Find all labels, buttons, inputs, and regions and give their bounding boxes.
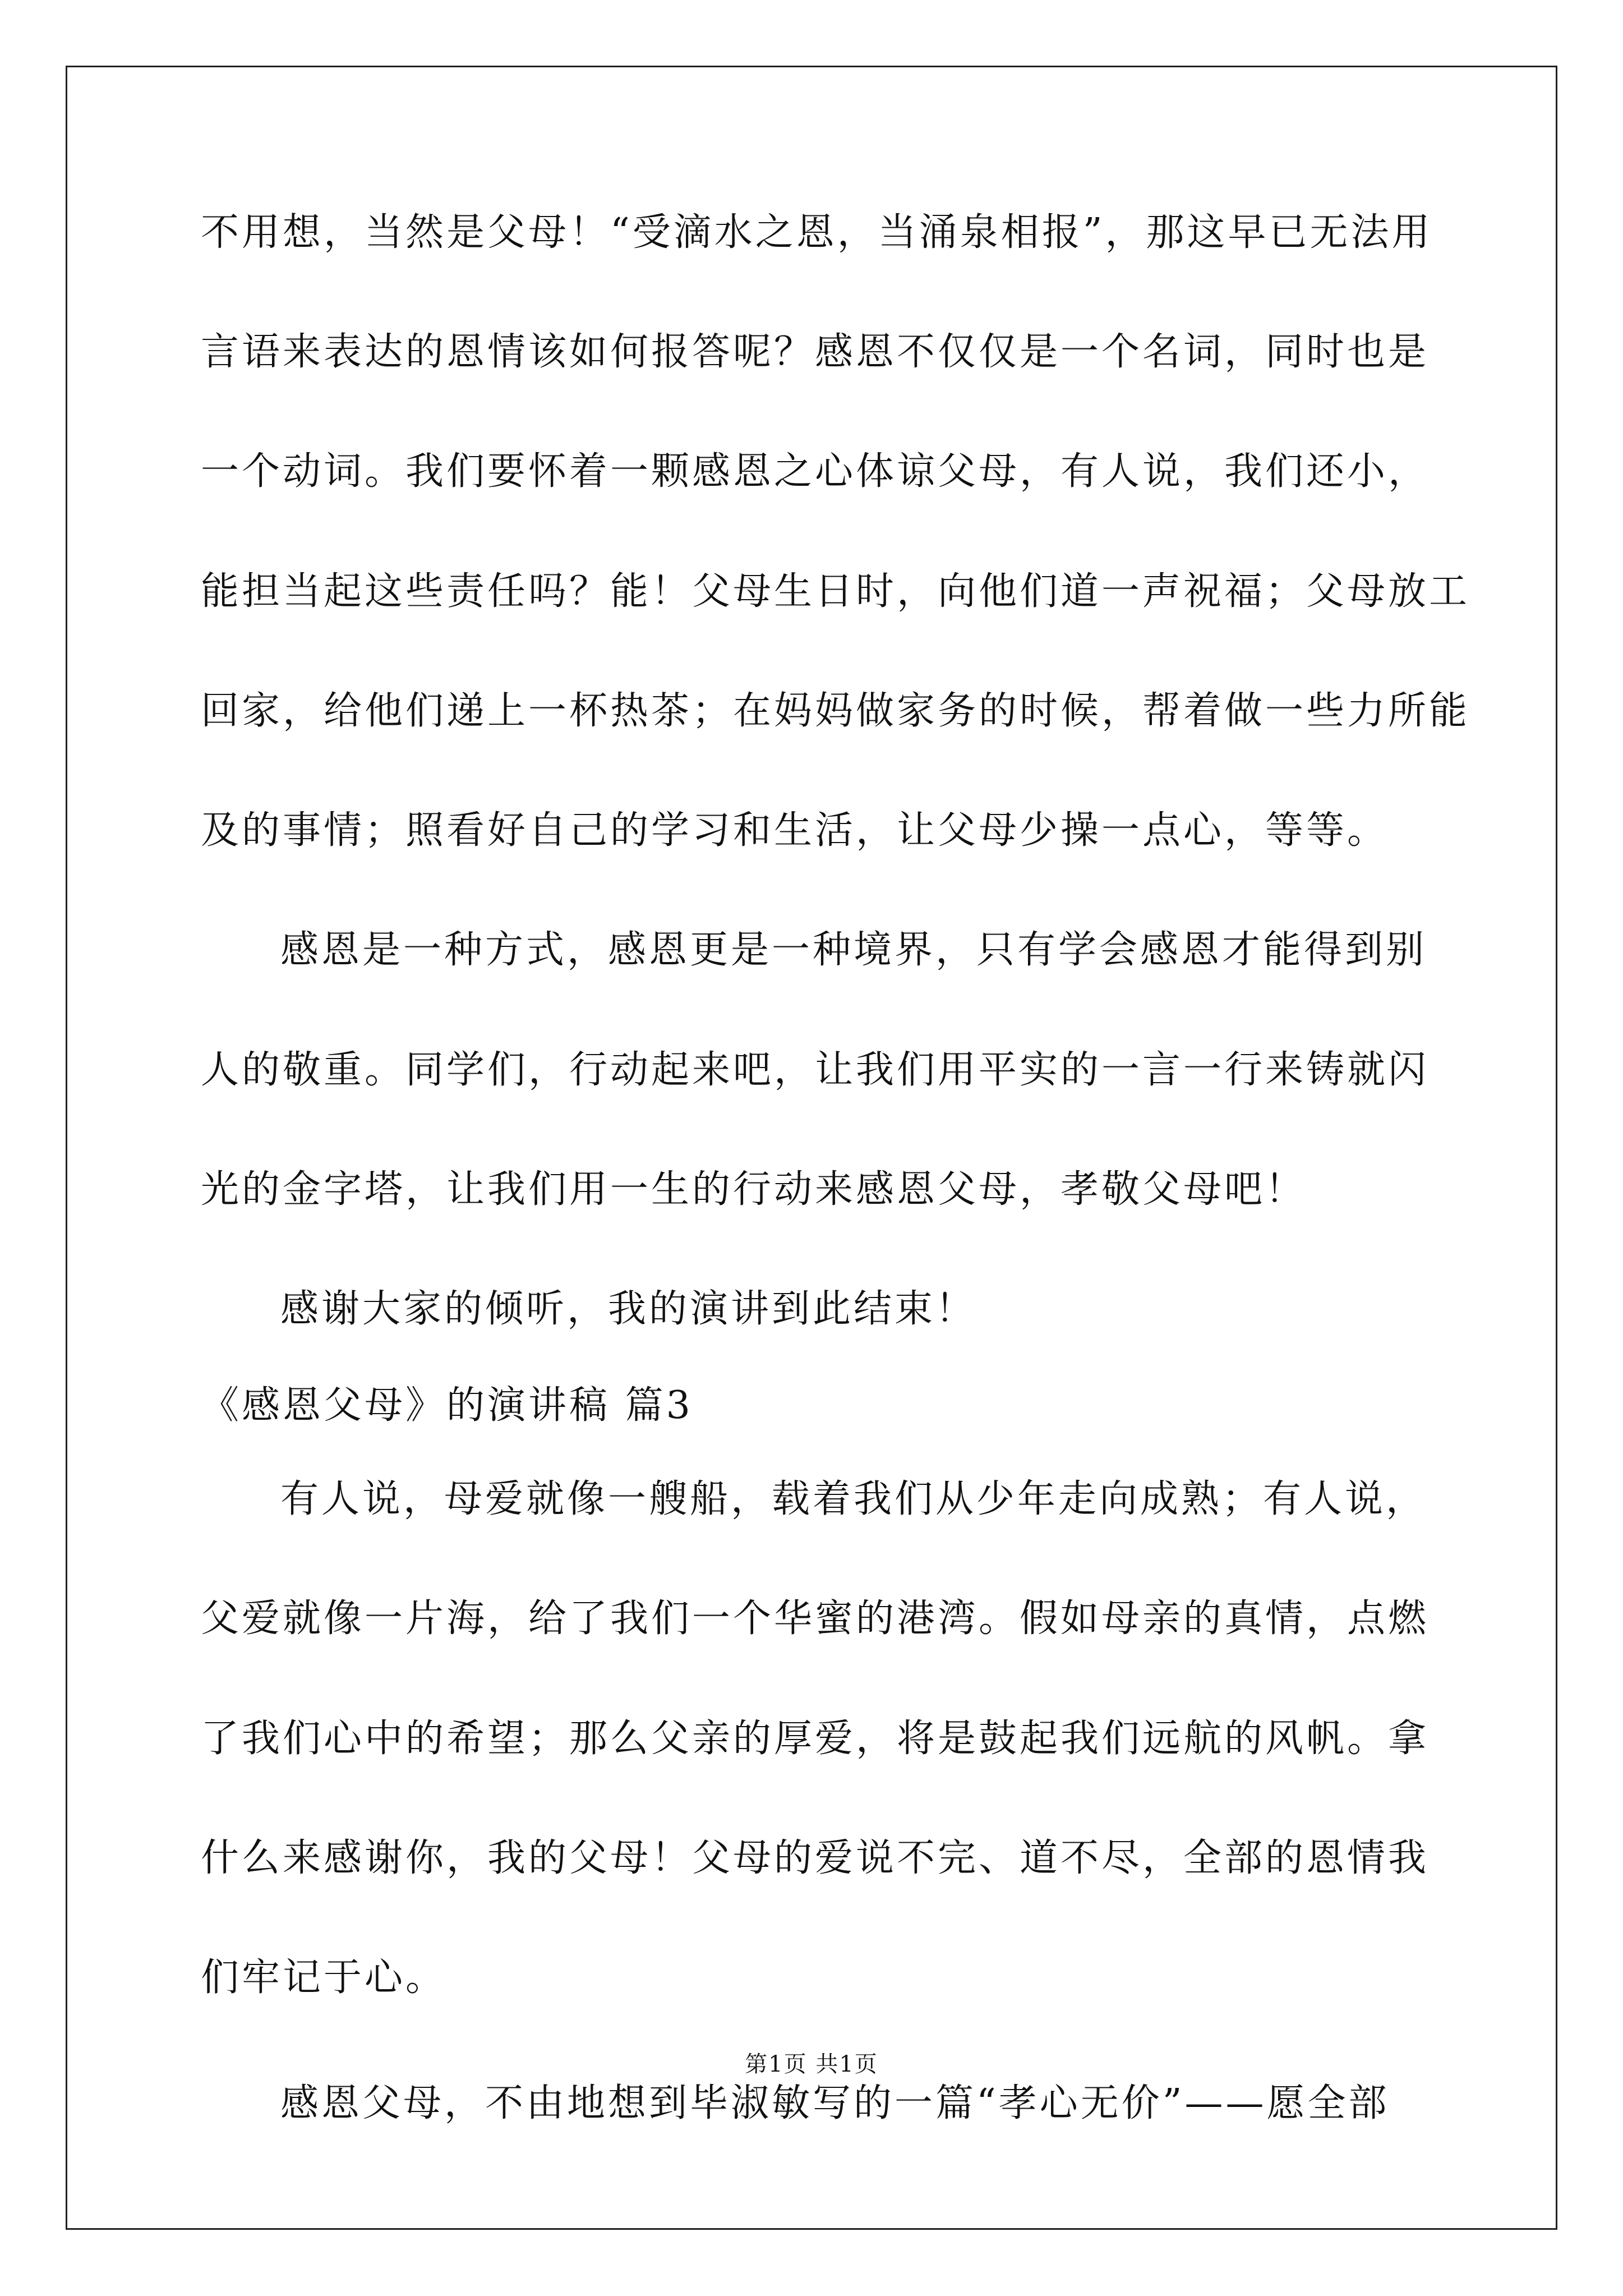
page-footer: 第1页 共1页 [745,2051,878,2077]
body-line: 回家，给他们递上一杯热茶；在妈妈做家务的时候，帮着做一些力所能 [201,689,1470,733]
body-line: 了我们心中的希望；那么父亲的厚爱，将是鼓起我们远航的风帆。拿 [201,1717,1430,1761]
body-line: 人的敬重。同学们，行动起来吧，让我们用平实的一言一行来铸就闪 [201,1048,1430,1092]
body-line: 言语来表达的恩情该如何报答呢？感恩不仅仅是一个名词，同时也是 [201,330,1430,374]
body-line: 能担当起这些责任吗？能！父母生日时，向他们道一声祝福；父母放工 [201,569,1470,614]
body-line: 不用想，当然是父母！“受滴水之恩，当涌泉相报”，那这早已无法用 [201,210,1433,255]
body-line: 一个动词。我们要怀着一颗感恩之心体谅父母，有人说，我们还小， [201,449,1430,494]
paragraph-start-line: 感恩是一种方式，感恩更是一种境界，只有学会感恩才能得到别 [280,928,1427,972]
body-line: 们牢记于心。 [201,1955,447,2000]
body-line: 及的事情；照看好自己的学习和生活，让父母少操一点心，等等。 [201,808,1389,853]
section-heading: 《感恩父母》的演讲稿 篇3 [201,1383,693,1428]
body-line: 光的金字塔，让我们用一生的行动来感恩父母，孝敬父母吧！ [201,1167,1307,1212]
body-line: 父爱就像一片海，给了我们一个华蜜的港湾。假如母亲的真情，点燃 [201,1596,1430,1641]
page-border [66,66,1557,2230]
paragraph-start-line: 有人说，母爱就像一艘船，载着我们从少年走向成熟；有人说， [280,1477,1427,1521]
body-line: 什么来感谢你，我的父母！父母的爱说不完、道不尽，全部的恩情我 [201,1836,1430,1880]
paragraph-start-line: 感恩父母，不由地想到毕淑敏写的一篇“孝心无价”——愿全部 [280,2081,1390,2125]
paragraph-start-line: 感谢大家的倾听，我的演讲到此结束！ [280,1287,977,1331]
